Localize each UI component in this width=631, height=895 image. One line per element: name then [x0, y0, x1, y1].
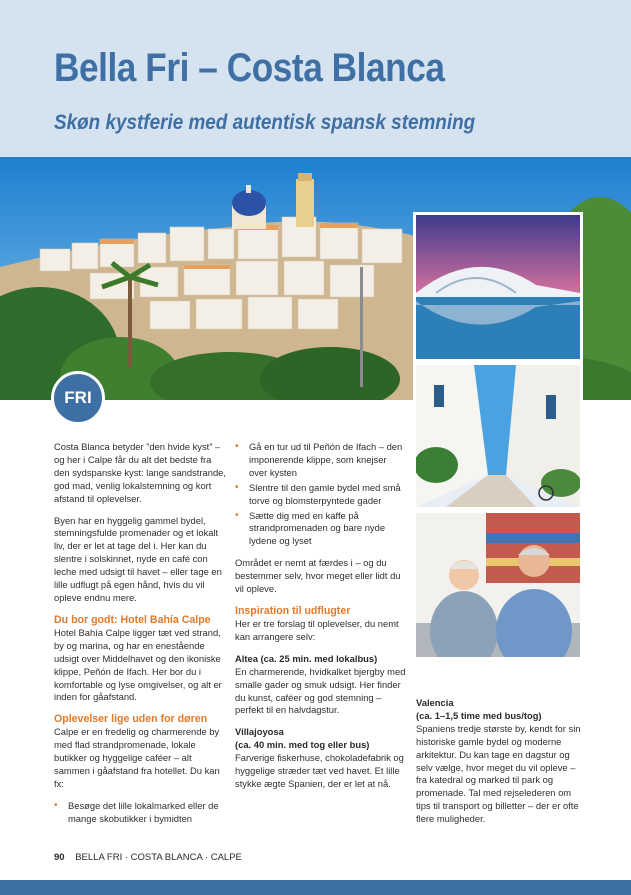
experiences-list-start [54, 800, 226, 826]
bullet-icon: • [235, 509, 239, 521]
page-footer [54, 852, 242, 863]
text-column-1 [54, 441, 226, 835]
list-item: • Slentre til den gamle bydel med små torve og blomsterpyntede gader [235, 481, 401, 506]
footer-section: BELLA FRI · COSTA BLANCA · CALPE [75, 852, 242, 863]
altea-paragraph: En charmerende, hvidkalket bjergby med smalle gader og smuk udsigt. Her finder du kunst, caféer og god stemning – perfekt til en halvdagstur. [235, 665, 406, 716]
inspiration-heading: Inspiration til udflugter [235, 604, 351, 617]
valencia-subheading: (ca. 1–1,5 time med bus/tog) [416, 709, 542, 721]
bullet-icon: • [235, 441, 239, 452]
bottom-color-bar [0, 880, 631, 895]
valencia-heading: Valencia [416, 697, 454, 708]
text-column-3 [416, 697, 584, 835]
valencia-paragraph: Spaniens tredje største by, kendt for sin historiske gamle bydel og moderne arkitektur. Du kan tage en dagstur og selv vælge, hvor meget du vil opleve – fra katedral og marked til park og promenade. Tal med rejselederen om tips til transport og billetter – der er ofte flere muligheder. [416, 722, 581, 825]
list-item: • Sætte dig med en kaffe på strandpromenaden og bare nyde lydene og lyset [235, 509, 386, 547]
photo-valencia-city-of-arts [413, 212, 583, 362]
town-paragraph: Byen har en hyggelig gammel bydel, stemningsfulde promenader og et lokalt liv, der er let at tage del i. Her kan du slentre i solskinnet, nyde en café con leche med udsigt til havet – eller tage en lille udflugt på egen hånd, hvis du vil opleve endnu mere. [54, 514, 222, 603]
photo-senior-couple [413, 510, 583, 660]
experiences-heading: Oplevelser lige uden for døren [54, 713, 208, 726]
easy-paragraph: Området er nemt at færdes i – og du bestemmer selv, hvor meget eller lidt du vil opleve. [235, 557, 401, 595]
villajoyosa-paragraph: Farverige fiskerhuse, chokoladefabrik og hyggelige stræder tæt ved havet. Et lille stykke ægte Spanien, der er let at nå. [235, 752, 404, 789]
altea-heading: Altea (ca. 25 min. med lokalbus) [235, 652, 378, 664]
intro-paragraph: Costa Blanca betyder ”den hvide kyst” – og her i Calpe får du alt det bedste fra den sydspanske kyst: lange sandstrande, god mad, venlig lokalstemning og kort afstand til oplevelser. [54, 441, 226, 504]
villajoyosa-subheading: (ca. 40 min. med tog eller bus) [235, 739, 370, 751]
list-item: • Gå en tur ud til Peñón de Ifach – den imponerende klippe, som knejser over kysten [235, 441, 403, 478]
fri-badge: FRI [51, 371, 105, 425]
bullet-icon: • [235, 481, 239, 493]
experiences-list-cont [235, 441, 407, 548]
hotel-paragraph: Hotel Bahía Calpe ligger tæt ved strand, by og marina, og har en enestående udsigt over Middelhavet og den ikoniske klippe, Peñón de Ifach. Her bor du i komfortable og lyse omgivelser, og alt er inden for gåafstand. [54, 626, 222, 703]
page-subtitle: Skøn kystferie med autentisk spansk stemning [54, 111, 476, 134]
villajoyosa-heading: Villajoyosa [235, 726, 284, 738]
page-number: 90 [54, 852, 65, 863]
page-header [0, 0, 631, 157]
experiences-paragraph: Calpe er en fredelig og charmerende by med flad strandpromenade, lokale butikker og hyggelige caféer – alt sammen i gåafstand fra hotellet. Du kan fx: [54, 726, 220, 789]
photo-white-village-street [413, 362, 583, 510]
list-item: • Besøge det lille lokalmarked eller de mange skobutikker i bymidten [54, 799, 219, 824]
text-column-2 [235, 441, 407, 800]
page-title: Bella Fri – Costa Blanca [54, 46, 445, 90]
bullet-icon: • [54, 799, 58, 811]
hotel-heading: Du bor godt: Hotel Bahía Calpe [54, 613, 211, 626]
inspiration-paragraph: Her er tre forslag til oplevelser, du nemt kan arrangere selv: [235, 617, 399, 642]
